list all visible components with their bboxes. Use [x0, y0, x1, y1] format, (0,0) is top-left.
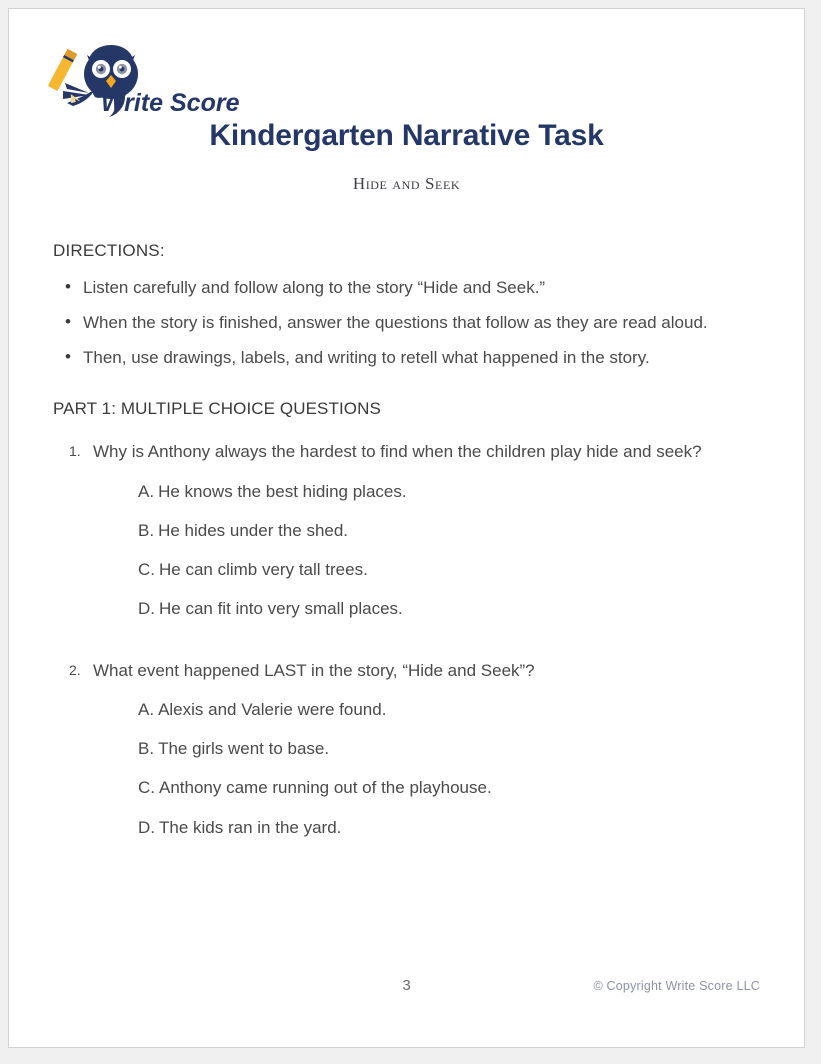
logo-wordmark: Write Score — [101, 89, 240, 117]
directions-list — [53, 275, 760, 370]
choice-option[interactable] — [138, 596, 760, 621]
choice-text: He can climb very tall trees. — [159, 560, 368, 580]
choice-letter: C. — [138, 560, 155, 580]
choice-letter: B. — [138, 739, 155, 759]
page-number: 3 — [402, 977, 411, 994]
choice-letter: D. — [138, 817, 155, 837]
question-number: 1. — [69, 443, 81, 460]
list-item: • Then, use drawings, labels, and writing to retell what happened in the story. — [53, 345, 760, 371]
choice-option[interactable] — [138, 697, 760, 722]
choice-option[interactable] — [138, 518, 760, 543]
list-item: • When the story is finished, answer the questions that follow as they are read aloud. — [53, 310, 760, 336]
choice-text: Anthony came running out of the playhouse. — [159, 778, 492, 798]
question-text-row — [53, 658, 760, 684]
choice-letter: C. — [138, 778, 155, 798]
document-content — [53, 241, 760, 854]
copyright-notice: © Copyright Write Score LLC — [593, 979, 760, 993]
choice-option[interactable] — [138, 815, 760, 840]
choice-letter: B. — [138, 521, 155, 541]
choice-text: He knows the best hiding places. — [158, 481, 407, 501]
page-subtitle: Hide and Seek — [352, 174, 461, 193]
document-header — [9, 9, 804, 209]
choice-letter: D. — [138, 599, 155, 619]
write-score-logo — [43, 31, 243, 126]
directions-label: DIRECTIONS: — [53, 241, 165, 260]
question-text: What event happened LAST in the story, “Hide and Seek”? — [93, 660, 535, 680]
choice-letter: A. — [138, 700, 155, 720]
choice-text: The girls went to base. — [158, 739, 330, 759]
question-2-choices — [53, 697, 760, 840]
choice-option[interactable] — [138, 479, 760, 504]
question-number: 2. — [69, 661, 81, 678]
question-1 — [53, 439, 760, 621]
choice-text: He can fit into very small places. — [159, 599, 403, 619]
choice-option[interactable] — [138, 557, 760, 582]
choice-text: Alexis and Valerie were found. — [158, 700, 387, 720]
document-footer — [9, 977, 804, 999]
question-1-choices — [53, 479, 760, 622]
choice-text: The kids ran in the yard. — [159, 817, 342, 837]
choice-option[interactable] — [138, 775, 760, 800]
document-page — [8, 8, 805, 1048]
choice-letter: A. — [138, 481, 155, 501]
list-item: • Listen carefully and follow along to the story “Hide and Seek.” — [53, 275, 760, 301]
page-title: Kindergarten Narrative Task — [209, 119, 604, 152]
choice-text: He hides under the shed. — [158, 521, 349, 541]
question-spacer — [53, 636, 760, 658]
question-text: Why is Anthony always the hardest to find when the children play hide and seek? — [93, 442, 702, 462]
question-2 — [53, 658, 760, 840]
part1-label: PART 1: MULTIPLE CHOICE QUESTIONS — [53, 399, 381, 419]
choice-option[interactable] — [138, 736, 760, 761]
question-text-row — [53, 439, 760, 465]
